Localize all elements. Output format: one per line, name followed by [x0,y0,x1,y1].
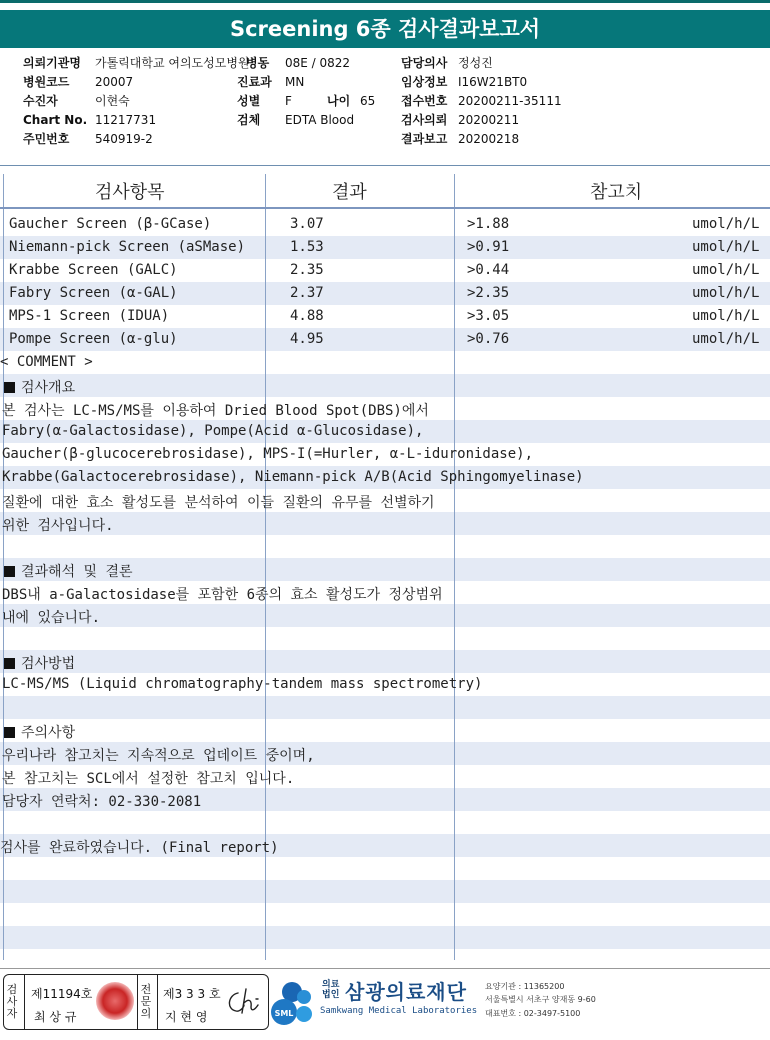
code-label: 병원코드 [23,75,70,89]
section-caution-title [4,722,75,742]
specialist-license: 제3 3 3 호 [163,987,221,1001]
section-conclusion-title [4,561,133,581]
doctor-label: 담당의사 [401,56,448,70]
test-unit: umol/h/L [692,262,760,278]
test-reference: >3.05 [467,308,510,324]
overview-line: Fabry(α-Galactosidase), Pompe(Acid α-Glucosidase), [2,423,424,439]
conclusion-line: 내에 있습니다. [2,610,101,626]
top-border-line [0,0,770,3]
red-seal-stamp [96,982,134,1020]
test-name: Niemann-pick Screen (aSMase) [9,239,246,255]
comment-header: < COMMENT > [0,354,93,370]
sex-value: F [285,94,292,108]
conclusion-line: DBS내 a-Galactosidase를 포함한 6종의 효소 활성도가 정상범위 [2,587,443,603]
contact-phone: 대표번호 : 02-3497-5100 [485,1009,581,1018]
info-block [0,54,770,154]
patient-value: 이현숙 [95,94,130,108]
bullet-square-icon [4,382,15,393]
section-title-text: 주의사항 [21,725,76,741]
chart-label: Chart No. [23,113,88,127]
table-row [0,305,770,328]
org-english-name: Samkwang Medical Laboratories [320,1006,478,1016]
test-name: Gaucher Screen (β-GCase) [9,216,212,232]
row-stripe [0,903,770,926]
test-reference: >0.91 [467,239,510,255]
signature-box [3,974,269,1030]
rrn-value: 540919-2 [95,132,153,146]
row-stripe [0,926,770,949]
test-unit: umol/h/L [692,285,760,301]
test-reference: >2.35 [467,285,510,301]
rrn-label: 주민번호 [23,132,70,146]
row-stripe [0,857,770,880]
sig-separator [24,975,25,1029]
receipt-value: 20200211-35111 [458,94,562,108]
clinical-value: I16W21BT0 [458,75,528,89]
specimen-label: 검체 [237,113,261,127]
table-row [0,213,770,236]
hospital-label: 의뢰기관명 [23,56,81,70]
contact-code: 요양기관 : 11365200 [485,982,565,991]
patient-label: 수진자 [23,94,58,108]
row-stripe [0,627,770,650]
request-value: 20200211 [458,113,520,127]
row-stripe [0,374,770,397]
table-row [0,282,770,305]
overview-line: 위한 검사입니다. [2,518,114,534]
footer [0,972,770,1040]
code-value: 20007 [95,75,134,89]
row-stripe [0,512,770,535]
receipt-label: 접수번호 [401,94,448,108]
section-title-text: 검사방법 [21,656,76,672]
test-result: 3.07 [290,216,324,232]
section-title-text: 결과해석 및 결론 [21,564,133,580]
examiner-label: 검사자 [6,983,18,1020]
overview-line: 본 검사는 LC-MS/MS를 이용하여 Dried Blood Spot(DBS)에서 [2,403,429,419]
specialist-label: 전문의 [140,983,152,1020]
section-method-title [4,653,75,673]
ward-label: 병동 [246,56,270,70]
bullet-square-icon [4,727,15,738]
sig-separator [137,975,138,1029]
overview-line: 질환에 대한 효소 활성도를 분석하여 이들 질환의 유무를 선별하기 [2,495,435,511]
dept-label: 진료과 [237,75,272,89]
ward-value: 08E / 0822 [285,56,351,70]
clinical-label: 임상정보 [401,75,448,89]
row-stripe [0,351,770,374]
row-stripe [0,604,770,627]
table-row [0,259,770,282]
test-unit: umol/h/L [692,331,760,347]
test-name: Fabry Screen (α-GAL) [9,285,178,301]
info-divider [0,165,770,166]
test-reference: >1.88 [467,216,510,232]
final-report-note: 검사를 완료하였습니다. (Final report) [0,840,279,856]
dept-value: MN [285,75,305,89]
bullet-square-icon [4,658,15,669]
footer-divider [0,968,770,969]
report-date-label: 결과보고 [401,132,448,146]
caution-line: 우리나라 참고치는 지속적으로 업데이트 중이며, [2,748,315,764]
header-underline [0,207,770,209]
test-reference: >0.44 [467,262,510,278]
handwritten-signature [224,985,264,1017]
row-stripe [0,880,770,903]
contact-address: 서울특별시 서초구 양재동 9-60 [485,995,596,1004]
request-label: 검사의뢰 [401,113,448,127]
specimen-value: EDTA Blood [285,113,355,127]
examiner-name: 최 상 규 [34,1010,77,1024]
header-reference: 참고치 [590,182,643,203]
test-result: 1.53 [290,239,324,255]
test-name: Pompe Screen (α-glu) [9,331,178,347]
test-result: 4.95 [290,331,324,347]
report-date-value: 20200218 [458,132,520,146]
header-result: 결과 [332,182,367,203]
hospital-value: 가톨릭대학교 여의도성모병원 [95,56,250,70]
row-stripe [0,949,770,960]
bullet-square-icon [4,566,15,577]
sml-logo-text: SML [274,1009,294,1018]
row-stripe [0,535,770,558]
test-reference: >0.76 [467,331,510,347]
row-stripe [0,719,770,742]
caution-line: 본 참고치는 SCL에서 설정한 참고치 입니다. [2,771,295,787]
age-label: 나이 [327,94,351,108]
section-title-text: 검사개요 [21,380,76,396]
test-unit: umol/h/L [692,308,760,324]
doctor-value: 정성진 [458,56,493,70]
row-stripe [0,696,770,719]
row-stripe [0,811,770,834]
overview-line: Krabbe(Galactocerebrosidase), Niemann-pick A/B(Acid Sphingomyelinase) [2,469,584,485]
report-title: Screening 6종 검사결과보고서 [0,10,770,48]
test-result: 4.88 [290,308,324,324]
test-name: Krabbe Screen (GALC) [9,262,178,278]
chart-value: 11217731 [95,113,157,127]
header-item: 검사항목 [95,182,165,203]
sig-separator [157,975,158,1029]
row-stripe [0,650,770,673]
examiner-license: 제11194호 [31,987,93,1001]
method-line: LC-MS/MS (Liquid chromatography-tandem mass spectrometry) [2,676,483,692]
sex-label: 성별 [237,94,261,108]
age-value: 65 [360,94,376,108]
test-name: MPS-1 Screen (IDUA) [9,308,170,324]
sml-logo-icon [270,980,318,1026]
test-unit: umol/h/L [692,239,760,255]
org-type: 의료법인 [322,980,340,1000]
table-row [0,328,770,351]
test-result: 2.37 [290,285,324,301]
report-body [0,174,770,960]
org-name: 삼광의료재단 [345,980,467,1004]
test-unit: umol/h/L [692,216,760,232]
table-row [0,236,770,259]
section-overview-title [4,377,75,397]
specialist-name: 지 현 영 [165,1010,208,1024]
test-result: 2.35 [290,262,324,278]
overview-line: Gaucher(β-glucocerebrosidase), MPS-I(=Hurler, α-L-iduronidase), [2,446,534,462]
caution-line: 담당자 연락처: 02-330-2081 [2,794,202,810]
